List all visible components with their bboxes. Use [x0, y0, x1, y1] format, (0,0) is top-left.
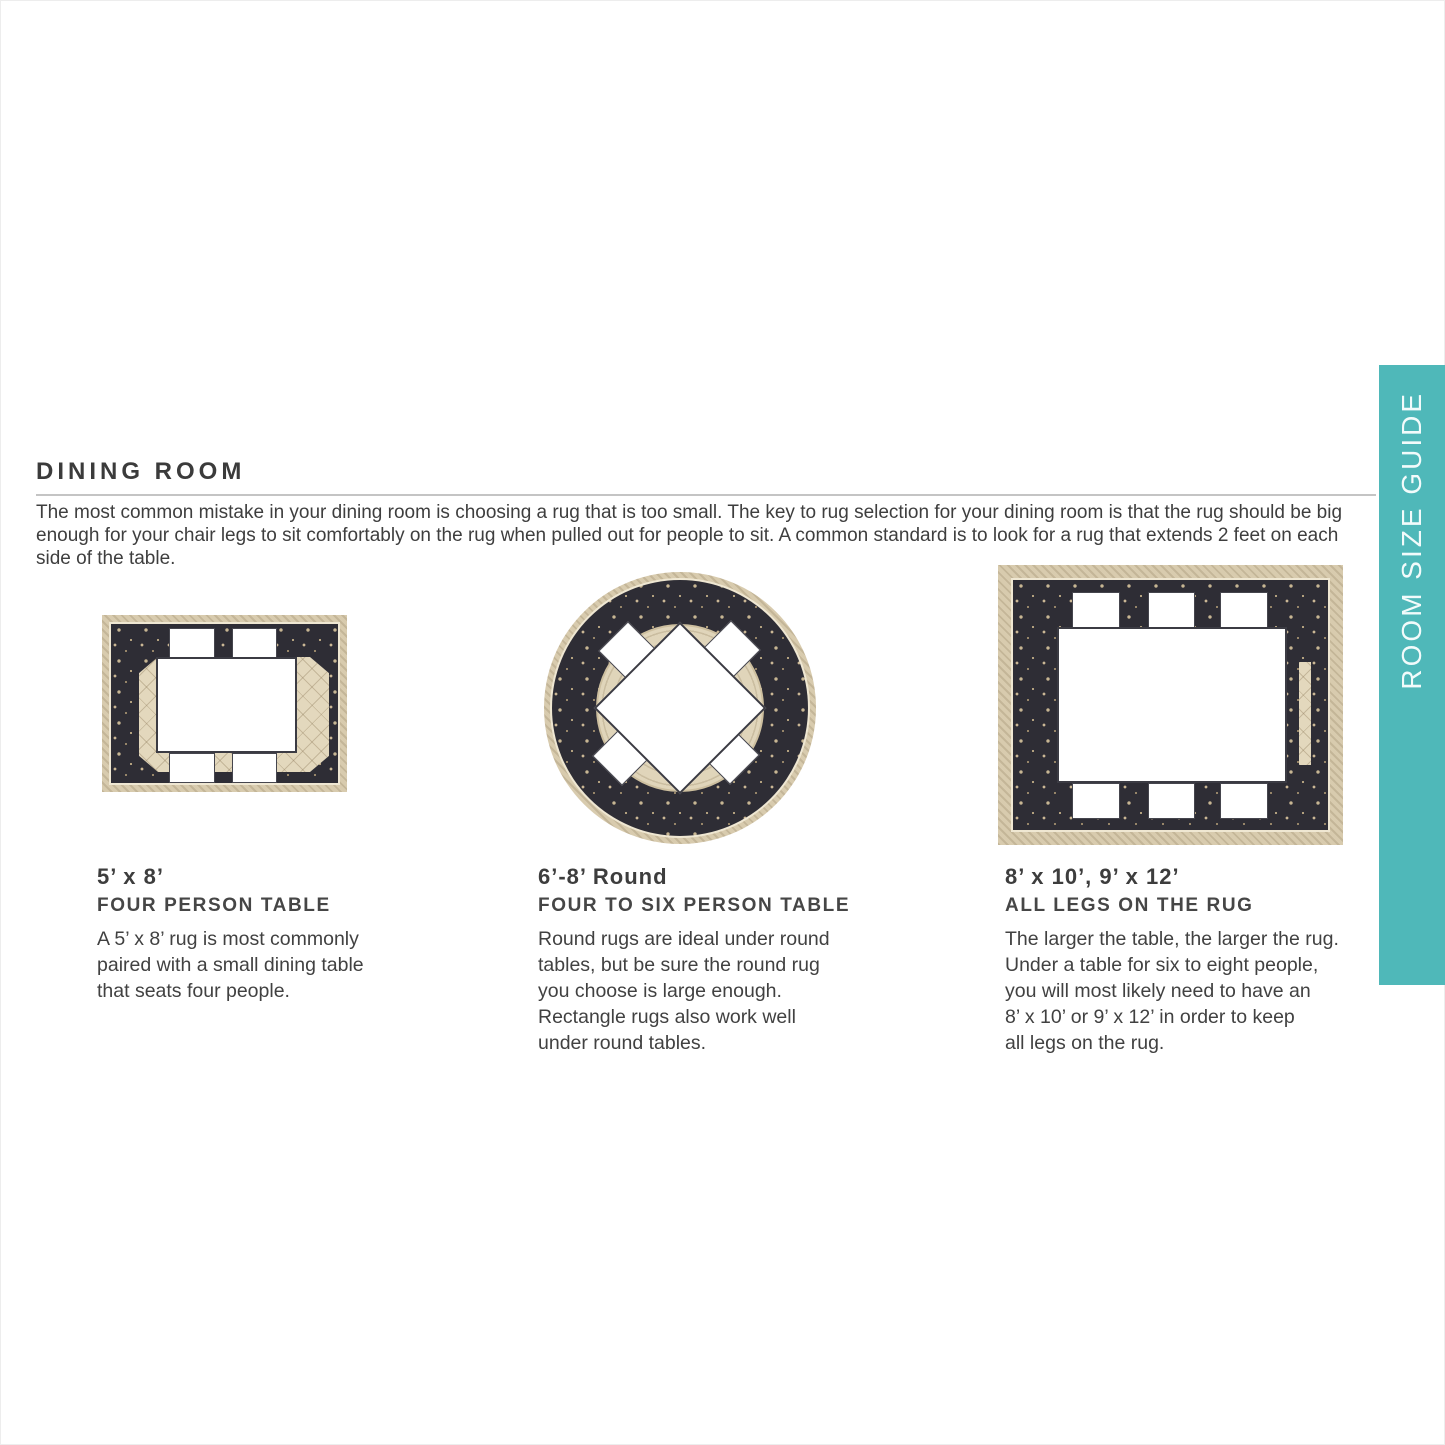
page-title: DINING ROOM — [36, 458, 246, 485]
title-divider — [36, 494, 1376, 496]
chair — [169, 628, 215, 658]
caption-text-line: you will most likely need to have an — [1005, 980, 1311, 1002]
caption-text-line: Round rugs are ideal under round — [538, 928, 830, 950]
chair — [1220, 783, 1268, 819]
caption-text-line: all legs on the rug. — [1005, 1032, 1165, 1054]
chair — [1072, 592, 1120, 628]
chair — [1148, 592, 1195, 628]
caption-text-line: Under a table for six to eight people, — [1005, 954, 1319, 976]
caption-heading: FOUR PERSON TABLE — [97, 895, 331, 916]
caption-5x8 — [97, 864, 364, 1004]
caption-text-line: you choose is large enough. — [538, 980, 782, 1002]
caption-heading: FOUR TO SIX PERSON TABLE — [538, 895, 851, 916]
caption-text-line: tables, but be sure the round rug — [538, 954, 820, 976]
rug-size-label: 5’ x 8’ — [97, 864, 164, 889]
chair — [232, 753, 277, 783]
rug-size-label: 8’ x 10’, 9’ x 12’ — [1005, 864, 1180, 889]
chair — [1220, 592, 1268, 628]
intro-paragraph — [36, 501, 1342, 570]
intro-line: The most common mistake in your dining room is choosing a rug that is too small. The key to rug selection for your dining room is that the rug should be big — [36, 502, 1343, 523]
room-size-guide-label: ROOM SIZE GUIDE — [1396, 391, 1427, 690]
room-size-guide-tab — [1379, 365, 1445, 985]
caption-text-line: under round tables. — [538, 1032, 707, 1054]
caption-text-line: 8’ x 10’ or 9’ x 12’ in order to keep — [1005, 1006, 1295, 1028]
caption-round — [538, 864, 850, 1056]
caption-text-line: Rectangle rugs also work well — [538, 1006, 796, 1028]
intro-line: side of the table. — [36, 548, 176, 569]
caption-8x10 — [1005, 864, 1339, 1056]
dining-table — [156, 657, 297, 753]
chair — [1072, 783, 1120, 819]
rug-illustration-5x8 — [102, 615, 347, 792]
caption-text-line: paired with a small dining table — [97, 954, 364, 976]
dining-table — [1057, 627, 1287, 783]
caption-heading: ALL LEGS ON THE RUG — [1005, 895, 1254, 916]
chair — [1148, 783, 1195, 819]
caption-text-line: that seats four people. — [97, 980, 290, 1002]
rug-size-label: 6’-8’ Round — [538, 864, 668, 889]
rug-illustration-round — [544, 572, 816, 844]
intro-line: enough for your chair legs to sit comfortably on the rug when pulled out for people to sit. A common standard is to look for a rug that extends 2 feet on each — [36, 525, 1339, 546]
caption-text-line: A 5’ x 8’ rug is most commonly — [97, 928, 359, 950]
chair — [232, 628, 277, 658]
chair — [169, 753, 215, 783]
rug-illustration-8x10 — [998, 565, 1343, 845]
rug-side-ornament — [1299, 662, 1311, 765]
caption-text-line: The larger the table, the larger the rug. — [1005, 928, 1339, 950]
